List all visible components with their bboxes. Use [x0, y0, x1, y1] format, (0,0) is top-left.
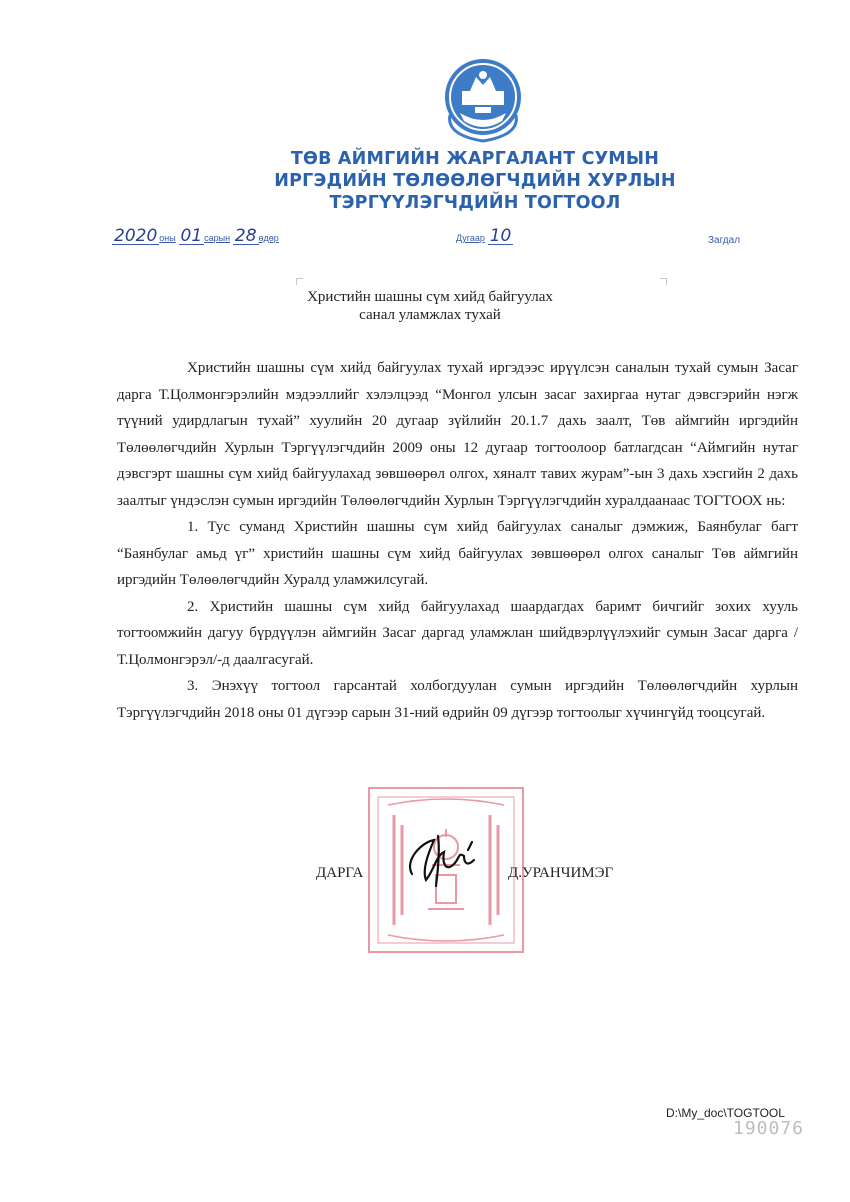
date-month: 01: [180, 226, 203, 246]
header-line-3: ТЭРГҮҮЛЭГЧДИЙН ТОГТООЛ: [329, 193, 621, 213]
corner-mark-right: [660, 278, 667, 285]
subject-line-2: санал уламжлах тухай: [359, 307, 501, 323]
date-line: [112, 228, 279, 245]
date-month-label: сарын: [204, 233, 231, 243]
file-path: D:\My_doc\TOGTOOL: [666, 1106, 785, 1120]
document-number: 10: [489, 226, 512, 246]
handwritten-signature: [398, 830, 490, 890]
serial-number: 190076: [733, 1118, 805, 1139]
subject-line-1: Христийн шашны сүм хийд байгуулах: [307, 289, 553, 305]
intro-paragraph: Христийн шашны сүм хийд байгуулах тухай иргэдээс ирүүлсэн саналын тухай сумын Засаг дарга Т.Цолмонгэрэлийн мэдээллийг хэлэлцээд “Монгол улсын засаг захиргаа нутаг дэвсгэрийн нэгж түүний удирдлагын тухай” хуулийн 20 дугаар зүйлийн 20.1.7 дахь заалт, Төв аймгийн иргэдийн Төлөөлөгчдийн Хурлын Тэргүүлэгчдийн 2009 оны 12 дугаар тогтоолоор батлагдсан “Аймгийн нутаг дэвсгэрт шашны сүм хийд байгуулахад зөвшөөрөл олгох, хяналт тавих журам”-ын 3 дахь хэсгийн 2 дахь заалтыг үндэслэн сумын иргэдийн Төлөөлөгчдийн Хурлын Тэргүүлэгчдийн хуралдаанаас ТОГТООХ нь:: [117, 360, 798, 509]
document-header: [150, 148, 800, 214]
state-emblem-icon: [440, 55, 526, 143]
number-line: [456, 228, 513, 245]
signatory-title: ДАРГА: [316, 865, 364, 881]
header-line-1: ТӨВ АЙМГИЙН ЖАРГАЛАНТ СУМЫН: [290, 149, 660, 169]
date-year: 2020: [114, 226, 158, 246]
corner-mark-left: [296, 278, 303, 285]
resolution-item-2: 2. Христийн шашны сүм хийд байгуулахад шаардагдах баримт бичгийг зохих хууль тогтоомжийн дагуу бүрдүүлэн аймгийн Засаг даргад уламжлан шийдвэрлүүлэхийг сумын Засаг дарга /Т.Цолмонгэрэл/-д даалгасугай.: [117, 598, 798, 668]
place-label: Загдал: [708, 235, 741, 246]
signatory-name: Д.УРАНЧИМЭГ: [508, 865, 614, 881]
document-body: [117, 355, 798, 726]
document-subject: [280, 288, 580, 324]
number-label: Дугаар: [456, 233, 485, 243]
date-day: 28: [234, 226, 257, 246]
resolution-item-3: 3. Энэхүү тогтоол гарсантай холбогдуулан сумын иргэдийн Төлөөлөгчдийн хурлын Тэргүүлэгчдийн 2018 оны 01 дүгээр сарын 31-ний өдрийн 09 дүгээр тогтоолыг хүчингүйд тооцсугай.: [117, 678, 798, 721]
date-year-label: оны: [159, 233, 176, 243]
header-line-2: ИРГЭДИЙН ТӨЛӨӨЛӨГЧДИЙН ХУРЛЫН: [274, 171, 676, 191]
resolution-item-1: 1. Тус суманд Христийн шашны сүм хийд байгуулах саналыг дэмжиж, Баянбулаг багт “Баянбулаг амьд үг” христийн шашны сүм хийд байгуулах зөвшөөрөл олгох саналыг Төв аймгийн иргэдийн Төлөөлөгчдийн Хуралд уламжилсугай.: [117, 519, 798, 588]
date-day-label: өдөр: [258, 233, 279, 243]
